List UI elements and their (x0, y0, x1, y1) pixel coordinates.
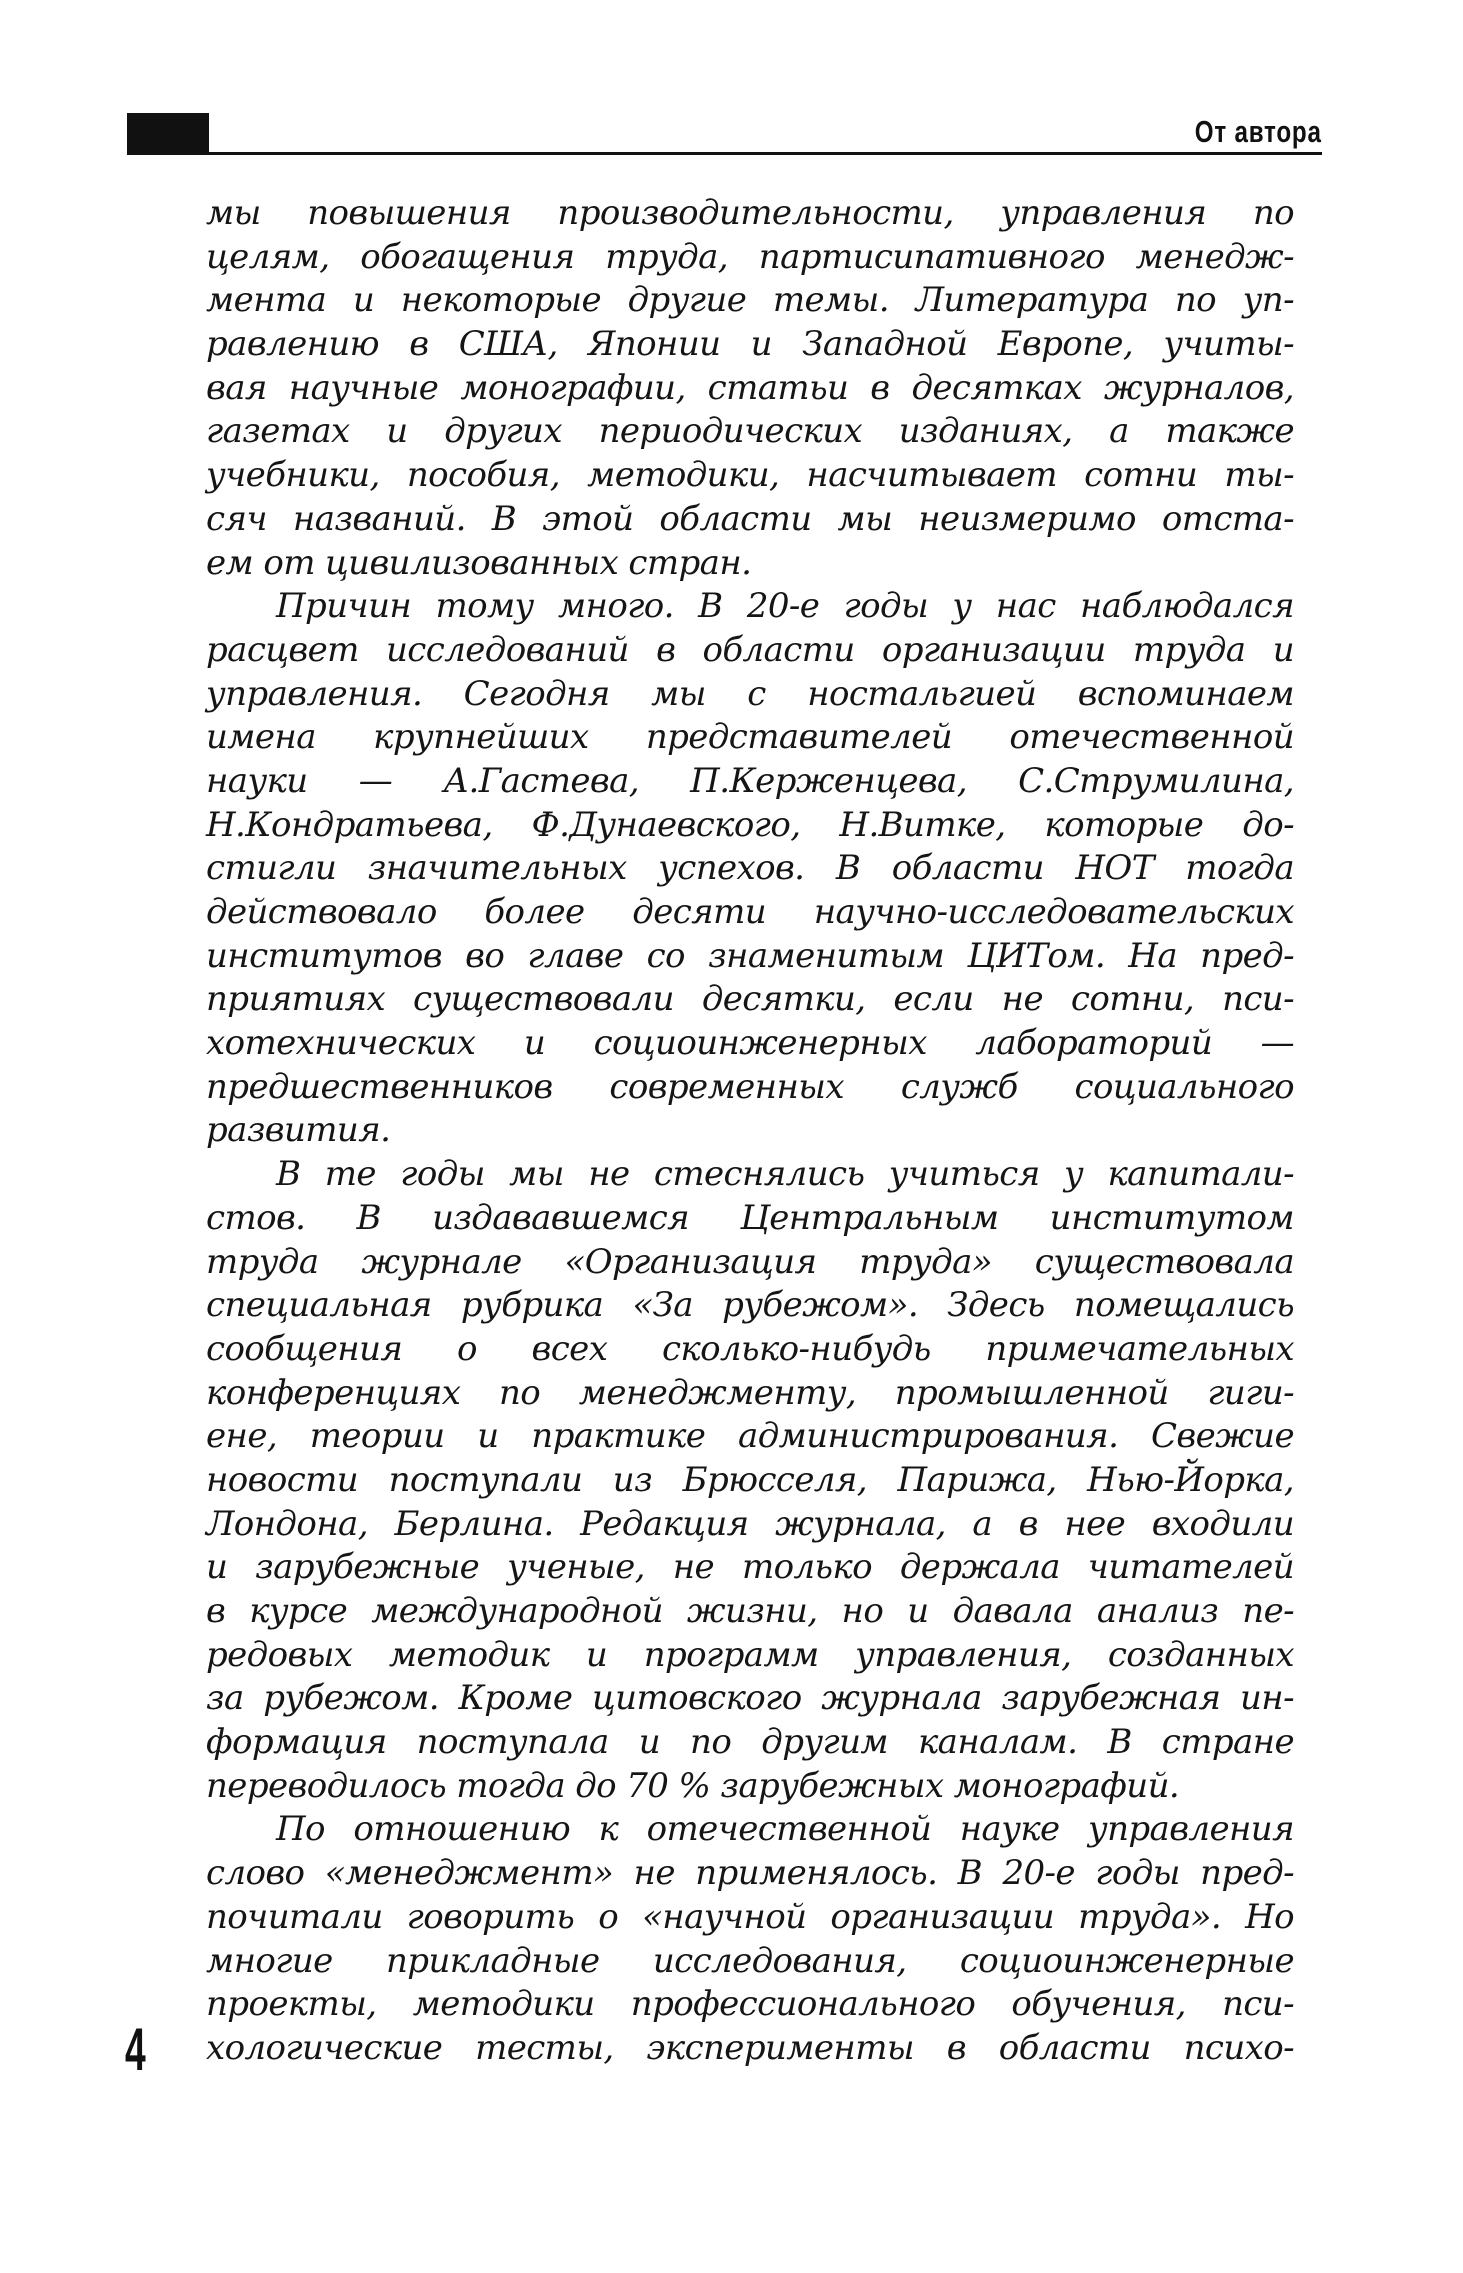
text-line: предшественников современных служб социального (206, 1066, 1294, 1107)
text-line: стигли значительных успехов. В области НОТ тогда (206, 848, 1294, 889)
text-line: проекты, методики профессионального обучения, пси- (206, 1984, 1294, 2025)
text-line: мы повышения производительности, управления по (206, 193, 1294, 233)
text-line: расцвет исследований в области организации труда и (206, 629, 1294, 670)
running-head: От автора (1195, 114, 1322, 149)
text-line: приятиях существовали десятки, если не сотни, пси- (206, 979, 1294, 1020)
text-line: ем от цивилизованных стран. (206, 542, 752, 583)
header-black-block (127, 113, 209, 155)
text-line: управления. Сегодня мы с ностальгией вспоминаем (206, 673, 1294, 714)
text-line: стов. В издававшемся Центральным институтом (206, 1197, 1294, 1238)
text-line: ене, теории и практике администрирования. Свежие (206, 1416, 1294, 1457)
text-line: действовало более десяти научно-исследовательских (206, 892, 1294, 932)
text-line: редовых методик и программ управления, созданных (206, 1634, 1294, 1675)
text-line: многие прикладные исследования, социоинженерные (206, 1940, 1294, 1981)
text-line: конференциях по менеджменту, промышленной гиги- (206, 1372, 1294, 1413)
text-line: хологические тесты, эксперименты в области психо- (206, 2027, 1294, 2068)
text-line: По отношению к отечественной науке управления (276, 1809, 1294, 1850)
text-line: науки — А.Гастева, П.Керженцева, С.Струмилина, (206, 760, 1294, 801)
text-line: учебники, пособия, методики, насчитывает сотни ты- (206, 455, 1294, 496)
text-line: Лондона, Берлина. Редакция журнала, а в нее входили (206, 1503, 1294, 1544)
text-line: труда журнале «Организация труда» существовала (206, 1241, 1294, 1282)
text-line: сяч названий. В этой области мы неизмеримо отста- (206, 498, 1294, 539)
text-line: переводилось тогда до 70 % зарубежных монографий. (206, 1765, 1180, 1806)
header-rule (127, 152, 1322, 155)
text-line: и зарубежные ученые, не только держала читателей (206, 1547, 1294, 1588)
page-number: 4 (125, 2016, 146, 2083)
text-line: Причин тому много. В 20-е годы у нас наблюдался (276, 586, 1294, 627)
text-line: слово «менеджмент» не применялось. В 20-е годы пред- (206, 1853, 1294, 1894)
text-line: в курсе международной жизни, но и давала анализ пе- (206, 1591, 1294, 1631)
text-line: газетах и других периодических изданиях, а также (206, 411, 1294, 452)
text-line: хотехнических и социоинженерных лабораторий — (206, 1023, 1294, 1064)
text-line: специальная рубрика «За рубежом». Здесь помещались (206, 1285, 1294, 1326)
text-line: развития. (206, 1110, 391, 1151)
body-text (206, 192, 1294, 2071)
text-line: В те годы мы не стеснялись учиться у капитали- (276, 1154, 1294, 1195)
text-line: институтов во главе со знаменитым ЦИТом. На пред- (206, 935, 1294, 976)
text-line: формация поступала и по другим каналам. В стране (206, 1722, 1294, 1763)
text-line: имена крупнейших представителей отечественной (206, 717, 1294, 758)
text-line: целям, обогащения труда, партисипативного менедж- (206, 236, 1294, 277)
text-line: сообщения о всех сколько-нибудь примечательных (206, 1328, 1294, 1369)
text-line: вая научные монографии, статьи в десятках журналов, (206, 367, 1294, 408)
text-line: мента и некоторые другие темы. Литература по уп- (206, 280, 1294, 321)
text-line: новости поступали из Брюсселя, Парижа, Нью-Йорка, (206, 1459, 1294, 1500)
text-line: за рубежом. Кроме цитовского журнала зарубежная ин- (206, 1678, 1294, 1719)
text-line: равлению в США, Японии и Западной Европе, учиты- (206, 324, 1294, 365)
text-line: почитали говорить о «научной организации труда». Но (206, 1896, 1294, 1937)
text-line: Н.Кондратьева, Ф.Дунаевского, Н.Витке, которые до- (206, 804, 1294, 845)
